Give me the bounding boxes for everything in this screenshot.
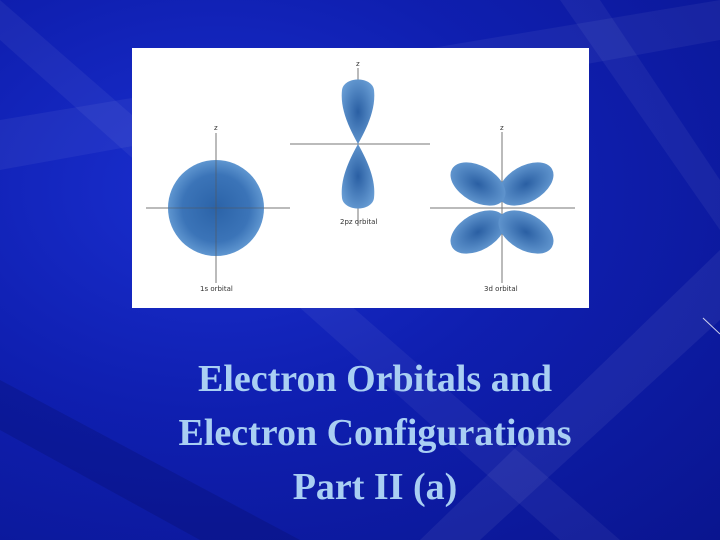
title-line-2: Electron Configurations (178, 412, 572, 454)
p-axis-label: z (356, 60, 360, 68)
title-line-1: Electron Orbitals and (198, 358, 552, 400)
p-orbital-upper-lobe-icon (342, 80, 375, 145)
slide-title (90, 352, 660, 514)
s-caption: 1s orbital (200, 285, 233, 293)
orbital-figure (132, 48, 589, 308)
p-orbital (290, 60, 430, 226)
title-line-3: Part II (a) (292, 466, 458, 508)
p-caption: 2pz orbital (340, 218, 378, 226)
p-orbital-lower-lobe-icon (342, 144, 375, 209)
d-orbital (430, 124, 575, 293)
d-axis-label: z (500, 124, 504, 132)
s-orbital (146, 124, 290, 293)
s-axis-label: z (214, 124, 218, 132)
d-caption: 3d orbital (484, 285, 518, 293)
